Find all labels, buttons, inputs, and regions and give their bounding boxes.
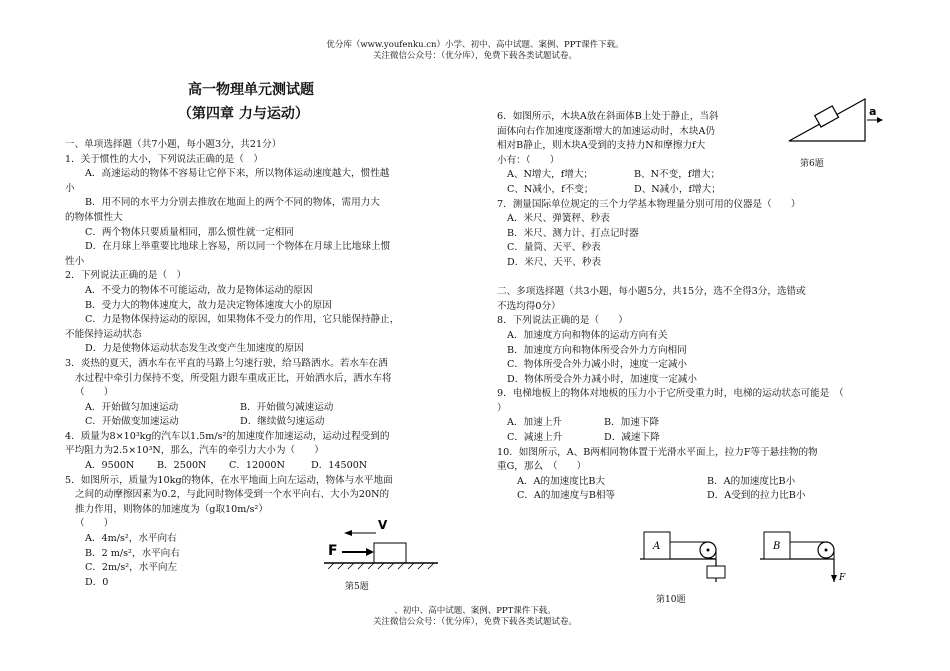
block-a-label: A [653, 541, 661, 552]
q2-option-b: B．受力大的物体速度大，故力是决定物体速度大小的原因 [85, 299, 332, 311]
q1-option-d: D．在月球上举重要比地球上容易，所以同一个物体在月球上比地球上惯 [85, 241, 391, 253]
page-subtitle: （第四章 力与运动） [178, 106, 309, 122]
q10-stem: 10．如图所示，A、B两相同物体置于光滑水平面上，拉力F等于悬挂物的物 [497, 446, 818, 458]
q8-stem: 8．下列说法正确的是（ ） [497, 315, 628, 327]
q6-stem: 6．如图所示，木块A放在斜面体B上处于静止，当斜 [497, 111, 719, 122]
section-1-heading: 一、单项选择题（共7小题，每小题3分，共21分） [65, 139, 282, 150]
page-title: 高一物理单元测试题 [188, 82, 314, 98]
q5-stem-cont2: 推力作用，则物体的加速度为（g取10m/s²） [75, 503, 268, 515]
hanging-weight [707, 566, 725, 578]
q10-option-c: C．A的加速度与B相等 [517, 490, 616, 502]
footer-line-1: 、初中、高中试题、案例、PPT课件下载。 [394, 606, 556, 616]
q1-option-a: A．高速运动的物体不容易让它停下来，所以物体运动速度越大，惯性越 [85, 168, 390, 180]
q4-option-c: C．12000N [229, 460, 285, 472]
footer-line-2: 关注微信公众号：（优分库），免费下载各类试题试卷。 [372, 617, 577, 627]
q1-option-b: B．用不同的水平力分别去推放在地面上的两个不同的物体，需用力大 [85, 197, 380, 209]
pulley-a-axle [707, 549, 710, 552]
q9-stem: 9．电梯地板上的物体对地板的压力小于它所受重力时，电梯的运动状态可能是 （ [497, 388, 844, 400]
header-line-2: 关注微信公众号：（优分库），免费下载各类试题试卷。 [372, 51, 577, 61]
q5-stem-cont1: 之间的动摩擦因素为0.2，与此同时物体受到一个水平向右、大小为20N的 [75, 489, 390, 501]
section-2-heading: 二、多项选择题（共3小题，每小题5分，共15分，选不全得3分，选错或 [497, 286, 806, 298]
q9-stem-cont: ） [497, 402, 507, 414]
q6-stem-cont1: 面体向右作加速度逐渐增大的加速运动时，木块A仍 [497, 125, 715, 137]
q2-option-c: C．力是物体保持运动的原因，如果物体不受力的作用，它只能保持静止， [85, 314, 400, 326]
q6-stem-cont2: 相对B静止，则木块A受到的支持力N和摩擦力f大 [497, 140, 706, 152]
q1-option-d-cont: 性小 [65, 255, 85, 267]
figure-5 [318, 515, 448, 577]
force-f-arrowhead [831, 575, 837, 582]
q8-option-b: B．加速度方向和物体所受合外力方向相同 [507, 344, 687, 356]
q5-blank: （ ） [75, 518, 114, 530]
q7-stem: 7．测量国际单位规定的三个力学基本物理量分别可用的仪器是（ ） [497, 198, 801, 210]
q10-option-a: A．A的加速度比B大 [517, 475, 606, 487]
right-column [497, 110, 917, 504]
page-header [0, 40, 950, 62]
q1-option-b-cont: 的物体惯性大 [65, 211, 123, 223]
section-2-heading-cont: 不选均得0分） [497, 300, 561, 312]
ground-hatching [328, 563, 434, 569]
q3-option-c: C．开始做变加速运动 [85, 416, 179, 428]
q10-stem-cont: 重G，那么 （ ） [497, 461, 587, 473]
q9-option-a: A．加速上升 [507, 417, 562, 429]
velocity-label: V [378, 518, 388, 532]
q10-option-d: D．A受到的拉力比B小 [707, 490, 806, 502]
q7-option-c: C．量筒、天平、秒表 [507, 242, 601, 254]
q5-option-c: C．2m/s²，水平向左 [85, 562, 178, 574]
q6-option-c: C、N减小，f不变； [507, 183, 594, 195]
q3-option-b: B．开始做匀减速运动 [240, 401, 334, 413]
q4-option-a: A．9500N [85, 460, 135, 472]
header-line-1: 优分库（www.youfenku.cn）小学、初中、高中试题、案例、PPT课件下载。 [326, 40, 624, 50]
q2-option-d: D．力是使物体运动状态发生改变产生加速度的原因 [85, 343, 304, 355]
q1-option-c: C．两个物体只要质量相同，那么惯性就一定相同 [85, 226, 294, 238]
q8-option-d: D．物体所受合外力减小时，加速度一定减小 [507, 373, 697, 385]
force-label: F [328, 543, 338, 559]
q1-stem: 1．关于惯性的大小，下列说法正确的是（ ） [65, 153, 263, 165]
force-f-label: F [839, 573, 846, 583]
block [374, 543, 406, 563]
q9-option-c: C．减速上升 [507, 432, 563, 444]
q8-option-c: C．物体所受合外力减小时，速度一定减小 [507, 359, 688, 371]
q2-option-a: A．不受力的物体不可能运动，故力是物体运动的原因 [85, 284, 313, 296]
q4-stem-cont: 平均阻力为2.5×10³N，那么，汽车的牵引力大小为（ ） [65, 445, 324, 457]
force-arrow-head [366, 548, 374, 556]
q3-stem: 3．炎热的夏天，洒水车在平直的马路上匀速行驶，给马路洒水。若水车在洒 [65, 357, 388, 369]
q5-option-d: D．0 [85, 576, 109, 588]
pulley-b-axle [825, 549, 828, 552]
figure-6-caption: 第6题 [800, 159, 824, 169]
accel-arrow-head [877, 117, 883, 123]
q6-option-d: D、N减小，f增大； [634, 183, 721, 195]
block-b-label: B [773, 541, 781, 552]
q9-option-b: B．加速下降 [604, 417, 660, 429]
q4-option-b: B．2500N [157, 460, 207, 472]
figure-5-caption: 第5题 [345, 582, 369, 592]
q3-option-a: A．开始做匀加速运动 [85, 401, 179, 413]
q3-option-d: D．继续做匀速运动 [240, 416, 325, 428]
q3-stem-cont: 水过程中牵引力保持不变，所受阻力跟车重成正比，开始洒水后，洒水车将 [75, 372, 392, 384]
page-footer [0, 606, 950, 628]
q2-option-c-cont: 不能保持运动状态 [65, 328, 142, 340]
q3-blank: （ ） [75, 387, 114, 399]
q5-option-b: B．2 m/s²，水平向右 [85, 547, 180, 559]
q7-option-d: D．米尺、天平、秒表 [507, 256, 602, 268]
q7-option-b: B．米尺、测力计、打点记时器 [507, 227, 639, 239]
q1-option-a-cont: 小 [65, 182, 75, 194]
figure-10-caption: 第10题 [656, 595, 686, 605]
q5-stem: 5．如图所示，质量为10kg的物体，在水平地面上向左运动，物体与水平地面 [65, 474, 393, 486]
q7-option-a: A．米尺、弹簧秤、秒表 [507, 213, 610, 225]
q6-option-b: B、N不变，f增大； [634, 169, 721, 181]
figure-10 [636, 522, 866, 590]
accel-label: a [869, 105, 877, 118]
q6-option-a: A、N增大，f增大； [507, 169, 594, 181]
velocity-arrow-head [344, 530, 352, 536]
q8-option-a: A．加速度方向和物体的运动方向有关 [507, 329, 668, 341]
q9-option-d: D．减速下降 [604, 432, 660, 444]
q4-option-d: D．14500N [311, 460, 368, 472]
q6-stem-cont3: 小有：（ ） [497, 154, 560, 166]
q4-stem: 4．质量为8×10³kg的汽车以1.5m/s²的加速度作加速运动，运动过程受到的 [65, 430, 390, 442]
q10-option-b: B．A的加速度比B小 [707, 475, 796, 487]
q2-stem: 2．下列说法正确的是（ ） [65, 270, 187, 282]
figure-6 [785, 95, 885, 150]
q5-option-a: A．4m/s²，水平向右 [85, 533, 177, 545]
